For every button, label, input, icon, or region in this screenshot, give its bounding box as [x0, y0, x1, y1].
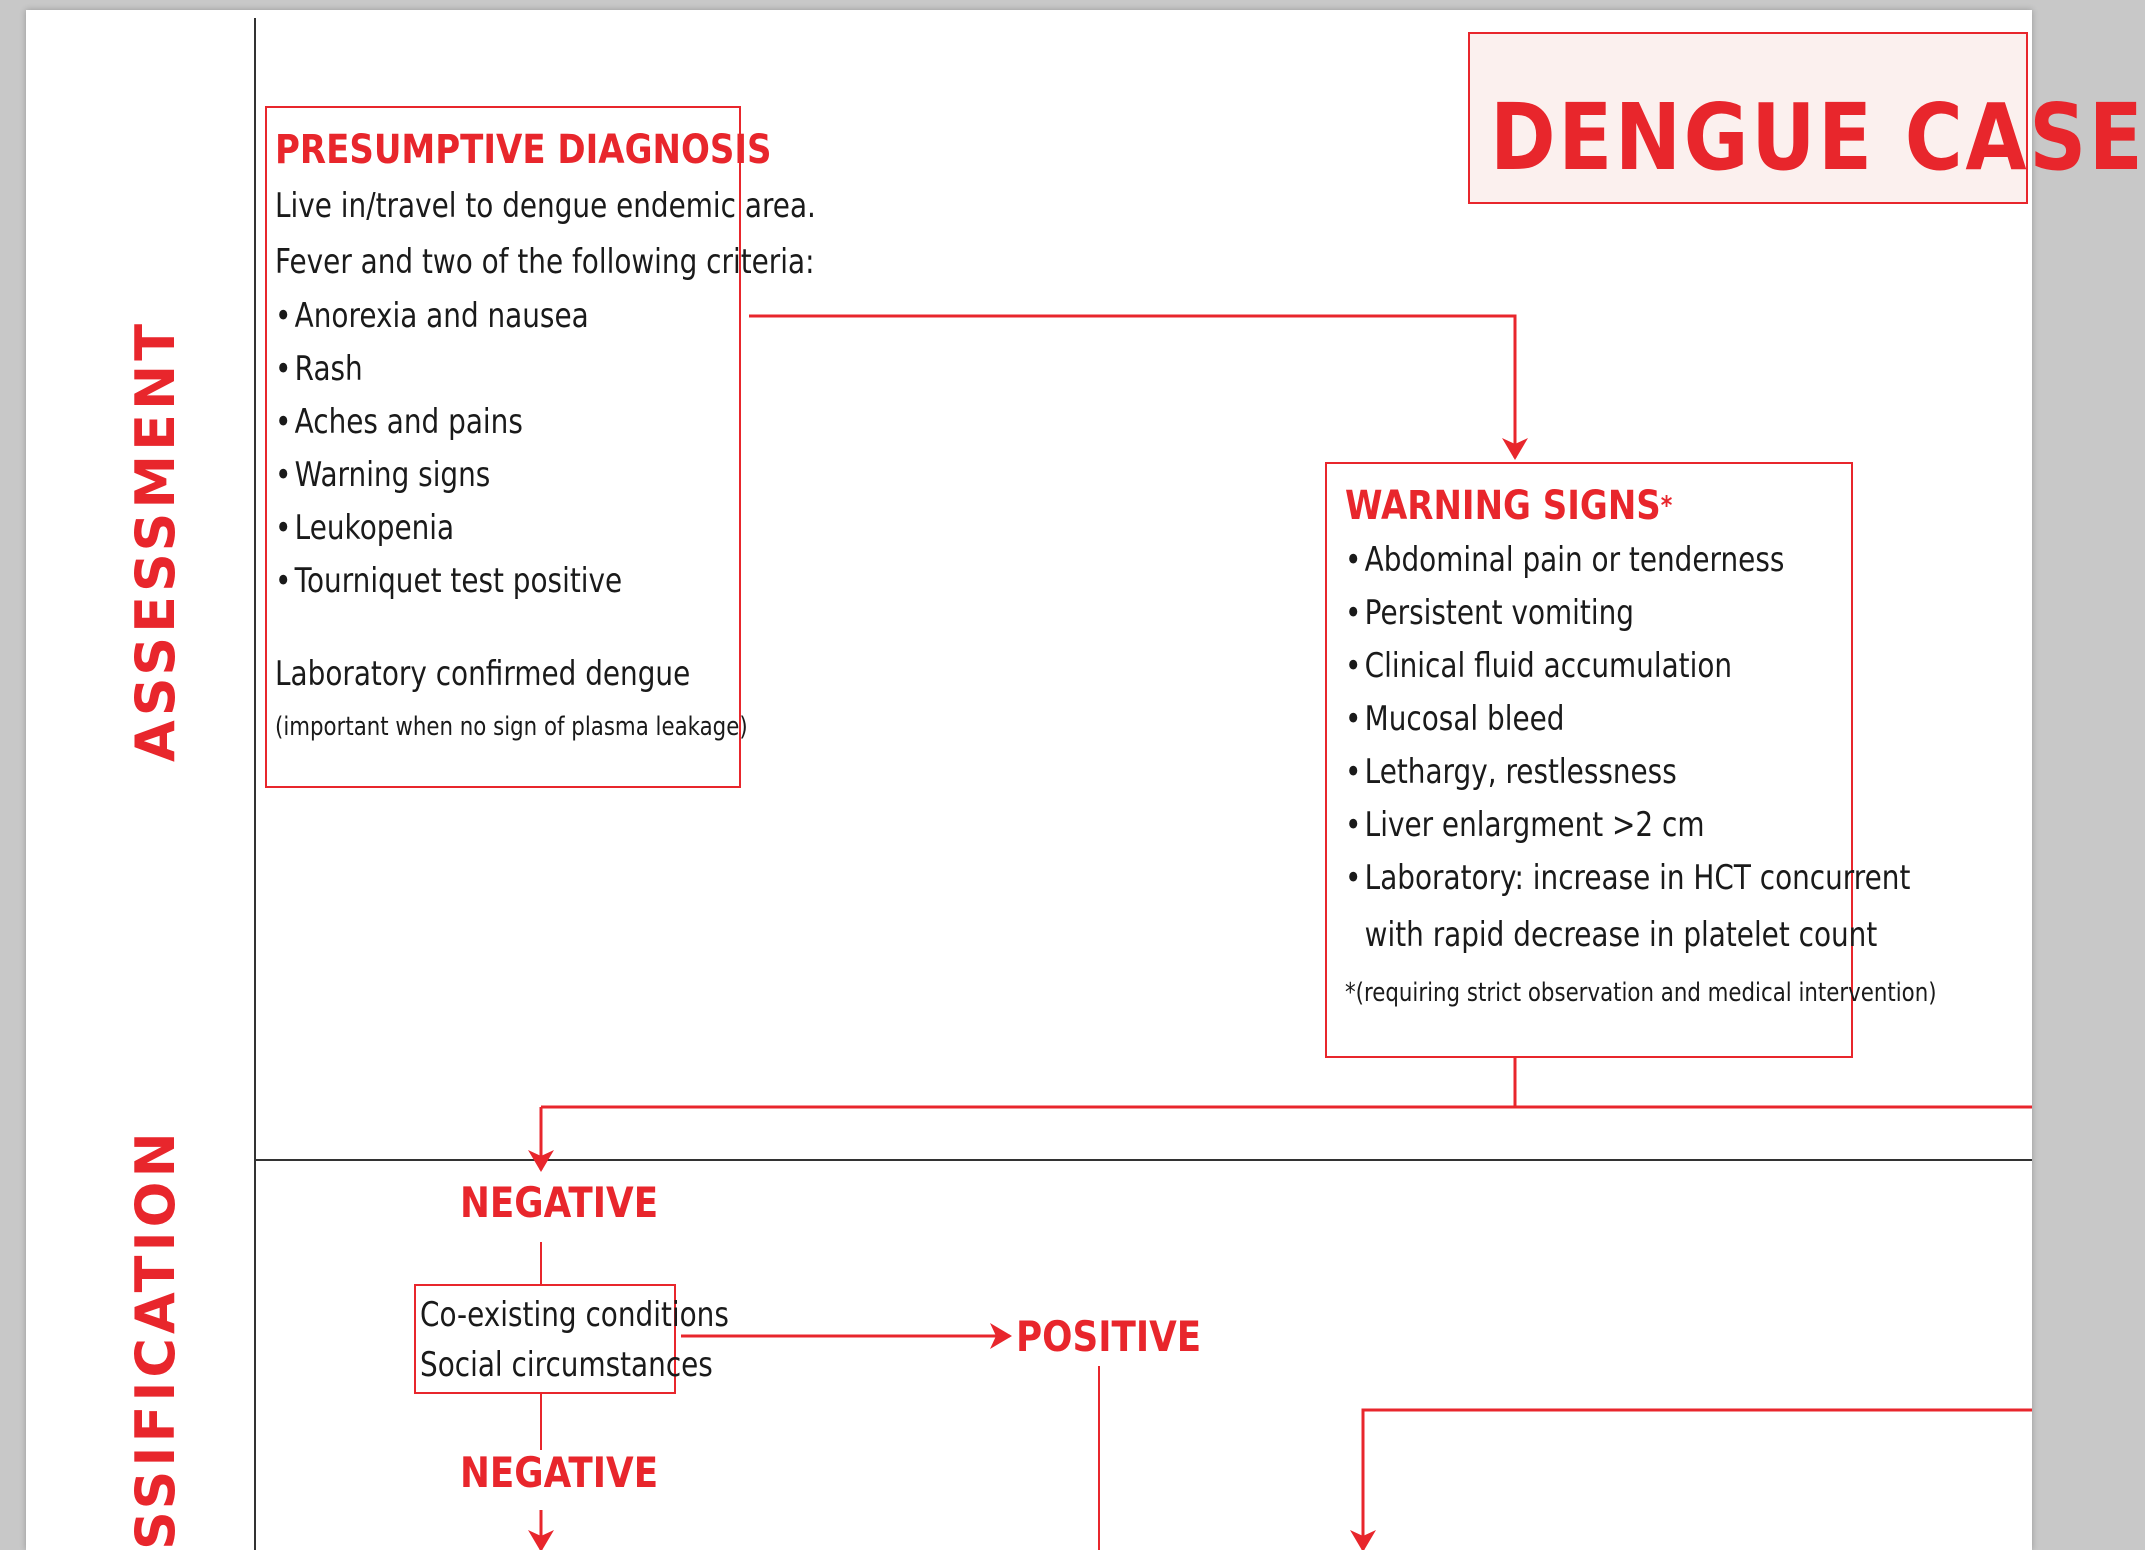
- presumptive-intro-line: Fever and two of the following criteria:: [275, 242, 815, 282]
- warning-sign-item: • Liver enlargment >2 cm: [1345, 799, 1760, 852]
- diagram-page: [26, 10, 2145, 1550]
- page-title: DENGUE CASE: [1490, 84, 2145, 191]
- conditions-line: Co-existing conditions: [420, 1295, 729, 1335]
- warning-signs-asterisk: *: [1660, 491, 1673, 521]
- criteria-item: • Anorexia and nausea: [275, 290, 655, 343]
- warning-sign-item: • Abdominal pain or tenderness: [1345, 534, 1760, 587]
- presumptive-diagnosis-box: [265, 106, 816, 788]
- warning-sign-continuation: with rapid decrease in platelet count: [1364, 915, 1878, 955]
- criteria-list: [275, 290, 739, 608]
- criteria-item: • Aches and pains: [275, 396, 655, 449]
- presumptive-intro-line: Live in/travel to dengue endemic area.: [275, 186, 816, 226]
- arrow-presumptive-to-warning: [749, 316, 1515, 458]
- warning-sign-item: • Lethargy, restlessness: [1345, 746, 1760, 799]
- warning-sign-item: • Persistent vomiting: [1345, 587, 1760, 640]
- dengue-case-title-box: [1468, 32, 2145, 204]
- presumptive-diagnosis-title: PRESUMPTIVE DIAGNOSIS: [275, 127, 772, 173]
- lab-note-text: (important when no sign of plasma leakage): [275, 712, 748, 742]
- criteria-item: • Tourniquet test positive: [275, 555, 655, 608]
- negative-label-1: NEGATIVE: [460, 1178, 659, 1227]
- warning-signs-title-text: WARNING SIGNS: [1345, 483, 1661, 529]
- warning-signs-title: [1345, 478, 1775, 534]
- negative-label-2: NEGATIVE: [460, 1448, 659, 1497]
- positive-label: POSITIVE: [1016, 1312, 1202, 1361]
- section-label-classification: SSIFICATION: [124, 1128, 187, 1550]
- warning-signs-footnote: *(requiring strict observation and medical intervention): [1345, 978, 1937, 1008]
- conditions-line: Social circumstances: [420, 1345, 713, 1385]
- conditions-box: [414, 1284, 729, 1394]
- warning-sign-item: • Clinical fluid accumulation: [1345, 640, 1760, 693]
- criteria-item: • Leukopenia: [275, 502, 655, 555]
- warning-signs-list: [1345, 534, 1911, 905]
- criteria-item: • Warning signs: [275, 449, 655, 502]
- arrow-right-branch: [1363, 1410, 2032, 1550]
- section-label-assessment: ASSESSMENT: [124, 319, 187, 762]
- warning-signs-box: [1325, 462, 1937, 1058]
- criteria-item: • Rash: [275, 343, 655, 396]
- warning-sign-item: • Laboratory: increase in HCT concurrent: [1345, 852, 1760, 905]
- warning-sign-item: • Mucosal bleed: [1345, 693, 1760, 746]
- lab-confirmed-text: Laboratory confirmed dengue: [275, 654, 691, 694]
